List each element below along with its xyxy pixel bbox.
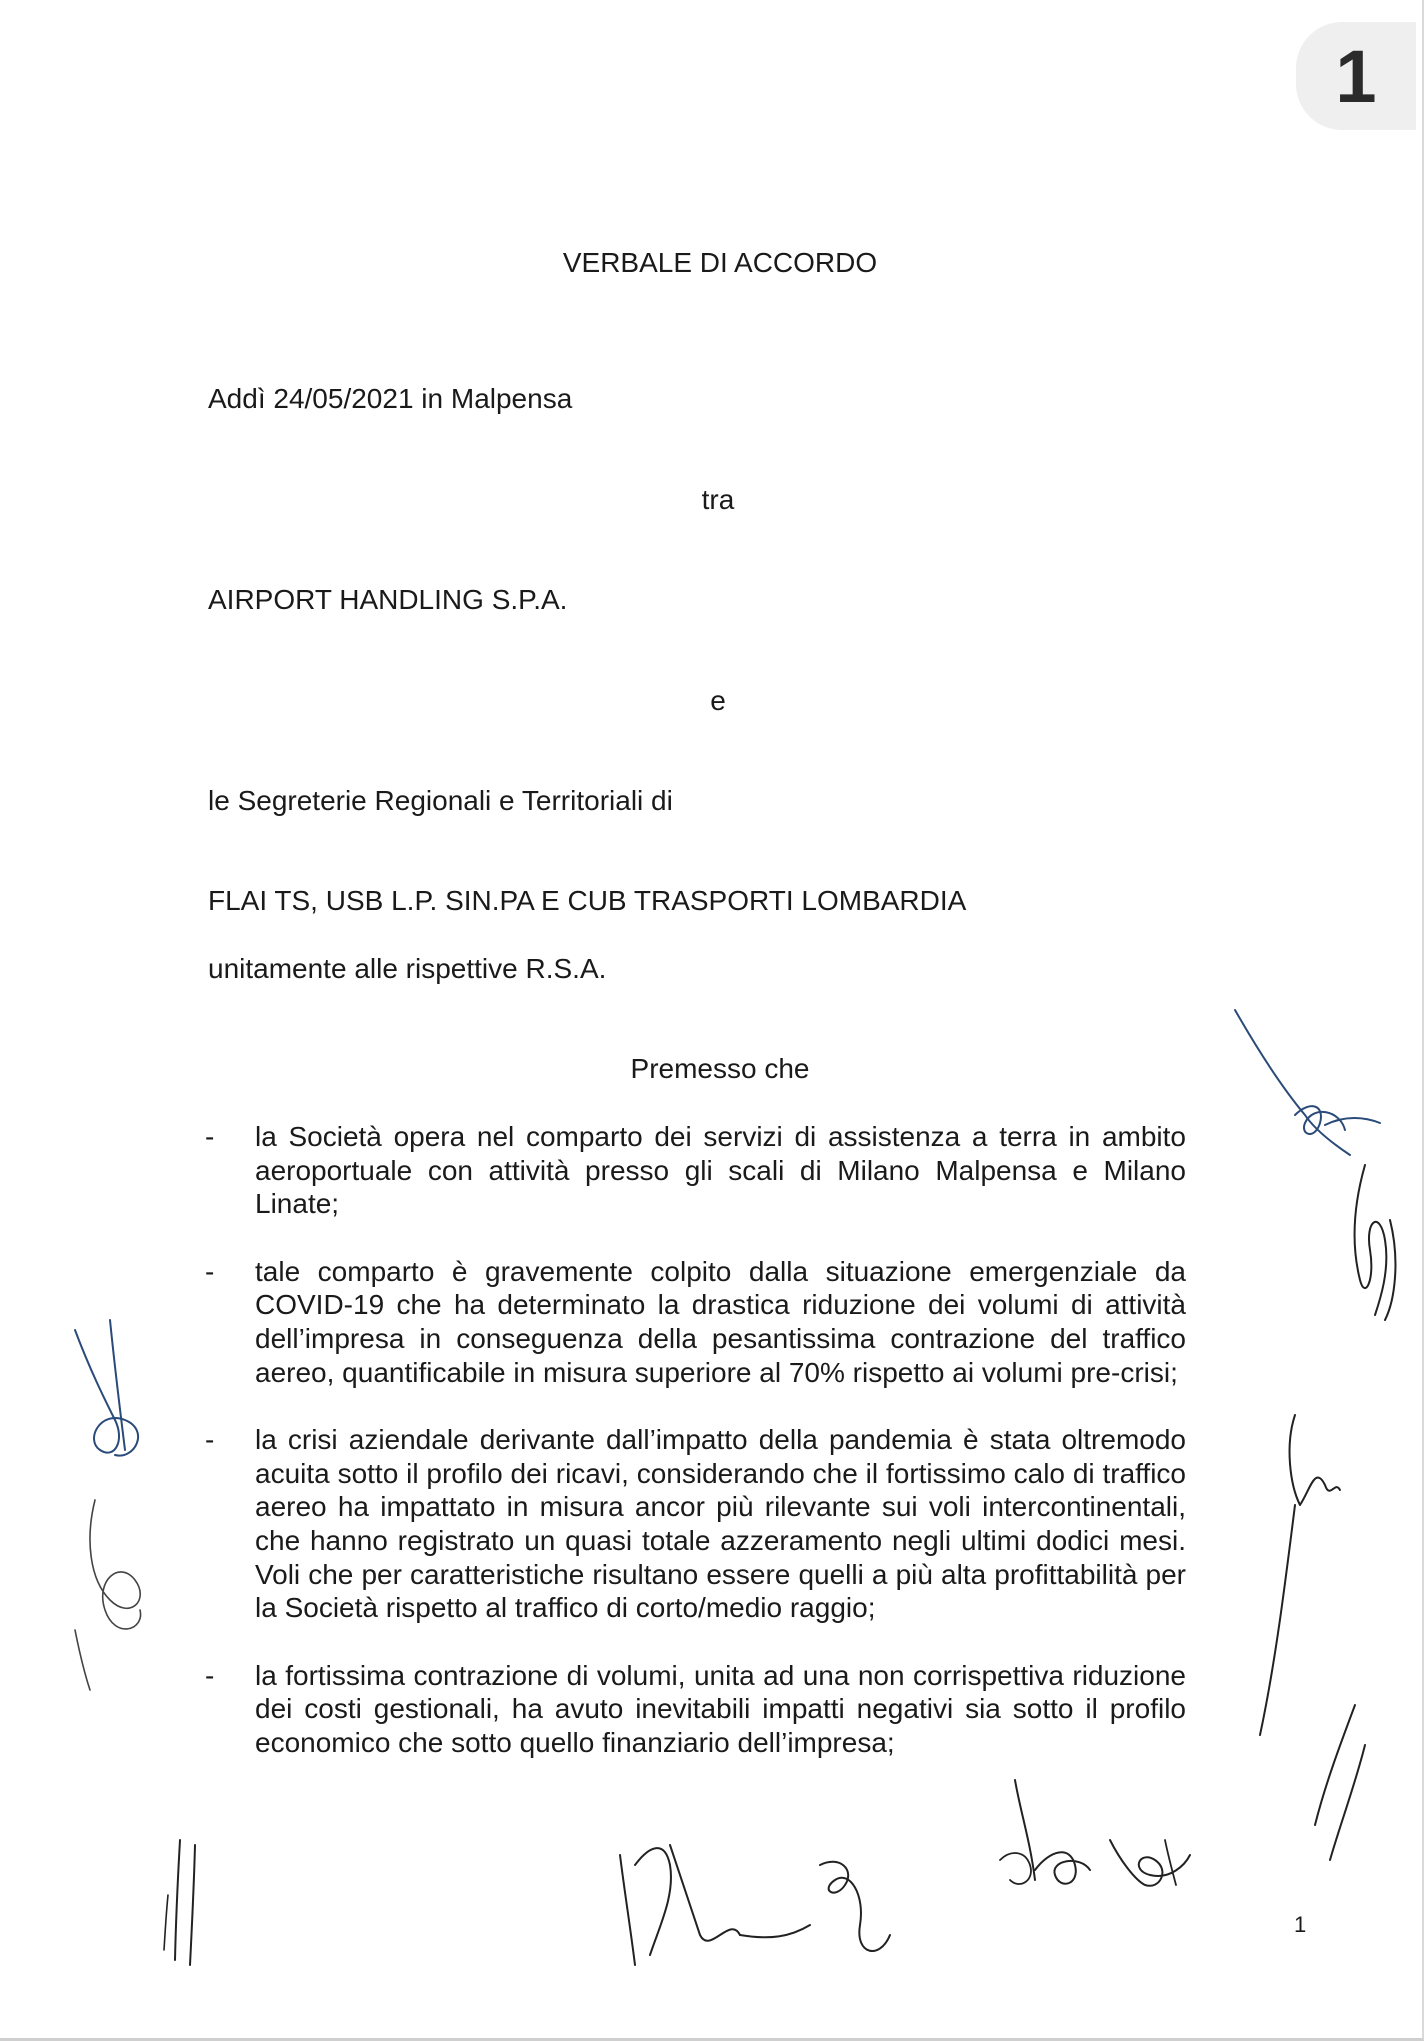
premise-item [205, 1255, 1186, 1389]
party-two-intro: le Segreterie Regionali e Territoriali di [208, 785, 673, 816]
signature-bottom-right [990, 1770, 1200, 1930]
premise-text: la Società opera nel comparto dei servizi di assistenza a terra in ambito aeroportuale con attività presso gli scali di Milano Malpensa e Milano Linate; [255, 1121, 1186, 1220]
premise-text: la fortissima contrazione di volumi, unita ad una non corrispettiva riduzione dei costi gestionali, ha avuto inevitabili impatti negativi sia sotto il profilo economico che sotto quello finanziario dell’impresa; [255, 1659, 1186, 1758]
signature-bottom-center [610, 1825, 910, 1975]
page-badge: 1 [1296, 22, 1416, 130]
bullet-dash: - [205, 1121, 215, 1152]
date-line: Addì 24/05/2021 in Malpensa [208, 383, 573, 414]
signature-bottom-left [160, 1835, 220, 1970]
page-number: 1 [1294, 1912, 1307, 1937]
premise-text: tale comparto è gravemente colpito dalla situazione emergenziale da COVID-19 che ha determinato la drastica riduzione dei volumi di attività dell’impresa in conseguenza della pesantissima contrazione del traffico aereo, quantificabile in misura superiore al 70% rispetto ai volumi pre-crisi; [255, 1255, 1186, 1388]
premise-item [205, 1659, 1186, 1760]
premise-text: la crisi aziendale derivante dall’impatto della pandemia è stata oltremodo acuita sotto il profilo dei ricavi, considerando che il fortissimo calo di traffico aereo ha impattato in misura ancor più rilevante sui voli intercontinentali, che hanno registrato un quasi totale azzeramento negli ultimi dodici mesi. Voli che per caratteristiche risultano essere quelli a più alta profittabilità per la Società rispetto al traffico di corto/medio raggio; [255, 1424, 1186, 1624]
premises-list [205, 1120, 1186, 1794]
premise-heading: Premesso che [630, 1053, 810, 1084]
document-title: VERBALE DI ACCORDO [562, 247, 878, 278]
signature-right-top [1225, 1005, 1395, 1180]
premise-item [205, 1423, 1186, 1625]
bullet-dash: - [205, 1424, 215, 1456]
signature-right-middle [1345, 1160, 1405, 1420]
conjunction-tra: tra [701, 484, 735, 515]
premise-item [205, 1120, 1186, 1221]
conjunction-e: e [710, 685, 726, 716]
party-two-unions: FLAI TS, USB L.P. SIN.PA E CUB TRASPORTI LOMBARDIA [208, 885, 967, 916]
bullet-dash: - [205, 1255, 215, 1287]
party-one: AIRPORT HANDLING S.P.A. [208, 584, 568, 615]
signature-left-margin [55, 1310, 165, 1700]
signature-right-lower [1255, 1405, 1385, 1875]
party-two-rsa: unitamente alle rispettive R.S.A. [208, 953, 607, 984]
bullet-dash: - [205, 1659, 215, 1691]
